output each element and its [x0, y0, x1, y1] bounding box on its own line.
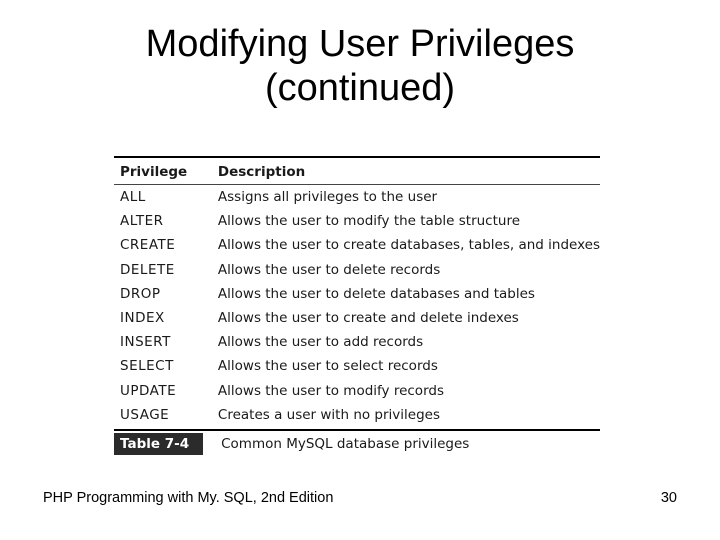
footer-page-number: 30 — [660, 490, 677, 506]
table-bottom-rule — [114, 429, 600, 431]
privilege-name: ALL — [120, 189, 146, 206]
table-row — [114, 233, 600, 257]
privilege-description: Allows the user to create databases, tables, and indexes — [217, 237, 600, 254]
table-row — [114, 282, 600, 306]
table-row — [114, 330, 600, 354]
privilege-description: Allows the user to create and delete indexes — [217, 310, 519, 327]
privilege-description: Allows the user to add records — [217, 334, 424, 351]
privilege-name: DROP — [120, 285, 161, 302]
privilege-description: Allows the user to modify the table structure — [217, 213, 521, 230]
table-caption-text: Common MySQL database privileges — [221, 435, 470, 452]
privilege-description: Creates a user with no privileges — [217, 406, 441, 423]
privilege-name: CREATE — [120, 237, 176, 254]
table-row — [114, 379, 600, 403]
slide-title-line2: (continued) — [264, 67, 456, 109]
privilege-description: Allows the user to modify records — [217, 382, 444, 399]
privilege-name: INSERT — [120, 334, 171, 351]
privileges-table-figure — [114, 156, 600, 455]
privilege-description: Allows the user to delete records — [217, 261, 441, 278]
table-header-row — [114, 158, 600, 185]
table-row — [114, 258, 600, 282]
table-row — [114, 209, 600, 233]
table-row — [114, 403, 600, 427]
header-privilege: Privilege — [114, 158, 212, 185]
table-row — [114, 185, 600, 210]
privilege-description: Allows the user to select records — [217, 358, 438, 375]
slide-title-line1: Modifying User Privileges — [145, 23, 575, 65]
privilege-description: Assigns all privileges to the user — [217, 189, 438, 206]
privilege-name: INDEX — [120, 310, 165, 327]
privilege-name: ALTER — [120, 213, 164, 230]
table-caption — [114, 433, 600, 455]
privilege-name: SELECT — [120, 358, 174, 375]
header-description: Description — [212, 158, 600, 185]
privilege-name: USAGE — [120, 406, 170, 423]
table-caption-label: Table 7-4 — [114, 433, 203, 455]
privileges-table — [114, 158, 600, 427]
privilege-name: UPDATE — [120, 382, 177, 399]
footer-book-title: PHP Programming with My. SQL, 2nd Edition — [43, 490, 334, 506]
table-row — [114, 306, 600, 330]
privilege-description: Allows the user to delete databases and tables — [217, 285, 535, 302]
privilege-name: DELETE — [120, 261, 175, 278]
slide-title — [0, 22, 720, 110]
table-row — [114, 354, 600, 378]
